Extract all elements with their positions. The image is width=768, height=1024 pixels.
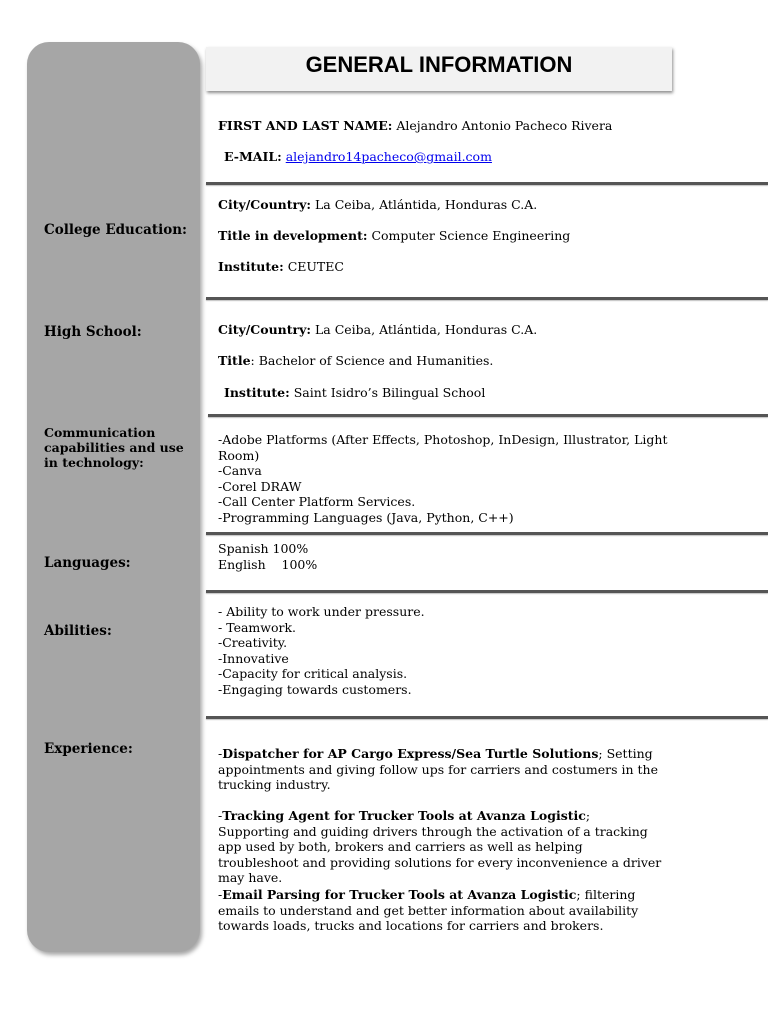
communication-list xyxy=(218,432,668,526)
hs-title-label: Title xyxy=(218,353,251,368)
divider xyxy=(206,297,768,300)
job-title: Dispatcher for AP Cargo Express/Sea Turtle Solutions xyxy=(222,746,599,761)
label-communication: Communication capabilities and use in technology: xyxy=(44,425,184,470)
label-high-school: High School: xyxy=(44,324,142,340)
sidebar-panel xyxy=(27,42,200,952)
bullet-prefix: - xyxy=(218,808,223,823)
name-line xyxy=(218,118,612,134)
list-item: -Corel DRAW xyxy=(218,478,302,494)
abilities-list xyxy=(218,604,425,698)
divider xyxy=(208,414,768,417)
list-item: -Capacity for critical analysis. xyxy=(218,666,408,682)
list-item: English 100% xyxy=(218,556,318,572)
hs-institute-line xyxy=(224,385,485,401)
divider xyxy=(206,716,768,719)
email-label: E-MAIL: xyxy=(224,149,282,164)
label-languages: Languages: xyxy=(44,555,131,571)
experience-item xyxy=(218,808,663,886)
divider xyxy=(206,532,768,535)
hs-institute-label: Institute: xyxy=(224,385,290,400)
college-title-value: Computer Science Engineering xyxy=(371,228,571,243)
list-item: -Call Center Platform Services. xyxy=(218,494,416,510)
list-item: -Creativity. xyxy=(218,635,288,651)
name-label: FIRST AND LAST NAME: xyxy=(218,118,393,133)
hs-city-label: City/Country: xyxy=(218,322,311,337)
list-item: Spanish 100% xyxy=(218,541,309,556)
hs-city-value: La Ceiba, Atlántida, Honduras C.A. xyxy=(314,322,538,337)
hs-title-value: : Bachelor of Science and Humanities. xyxy=(250,353,494,368)
job-description: ; filtering emails to understand and get better information about availability towards loads, trucks and locations for carriers and brokers. xyxy=(218,887,639,934)
hs-title-line xyxy=(218,353,493,369)
bullet-prefix: - xyxy=(218,746,223,761)
college-institute-label: Institute: xyxy=(218,259,284,274)
college-city-label: City/Country: xyxy=(218,197,311,212)
list-item: -Canva xyxy=(218,463,262,479)
header-box xyxy=(206,47,672,91)
bullet-prefix: - xyxy=(218,887,223,902)
divider xyxy=(206,182,768,185)
name-value: Alejandro Antonio Pacheco Rivera xyxy=(396,118,613,133)
hs-city-line xyxy=(218,322,537,338)
label-experience: Experience: xyxy=(44,741,133,757)
languages-list xyxy=(218,541,317,572)
email-line xyxy=(224,149,492,165)
job-title: Email Parsing for Trucker Tools at Avanza Logistic xyxy=(222,887,577,902)
college-title-label: Title in development: xyxy=(218,228,368,243)
list-item: - Teamwork. xyxy=(218,619,297,635)
college-title-line xyxy=(218,228,570,244)
college-city-line xyxy=(218,197,537,213)
list-item: -Engaging towards customers. xyxy=(218,681,412,697)
college-institute-line xyxy=(218,259,344,275)
hs-institute-value: Saint Isidro’s Bilingual School xyxy=(293,385,486,400)
page-title: GENERAL INFORMATION xyxy=(305,52,573,77)
college-institute-value: CEUTEC xyxy=(287,259,344,274)
list-item: - Ability to work under pressure. xyxy=(218,604,425,619)
list-item: Room) xyxy=(218,447,260,463)
divider xyxy=(206,590,768,593)
job-description: ; Setting appointments and giving follow ups for carriers and costumers in the trucking industry. xyxy=(218,746,658,793)
college-city-value: La Ceiba, Atlántida, Honduras C.A. xyxy=(314,197,538,212)
label-abilities: Abilities: xyxy=(44,623,112,639)
list-item: -Innovative xyxy=(218,650,289,666)
job-description: ; Supporting and guiding drivers through the activation of a tracking app used by both, brokers and carriers as well as helping troubleshoot and providing solutions for every inconvenience a driver may have. xyxy=(218,808,662,886)
label-college-education: College Education: xyxy=(44,222,188,238)
list-item: -Programming Languages (Java, Python, C++) xyxy=(218,509,514,525)
job-title: Tracking Agent for Trucker Tools at Avanza Logistic xyxy=(222,808,586,823)
experience-item xyxy=(218,746,663,793)
experience-item xyxy=(218,887,663,934)
list-item: -Adobe Platforms (After Effects, Photoshop, InDesign, Illustrator, Light xyxy=(218,432,668,447)
email-link[interactable]: alejandro14pacheco@gmail.com xyxy=(285,149,492,164)
